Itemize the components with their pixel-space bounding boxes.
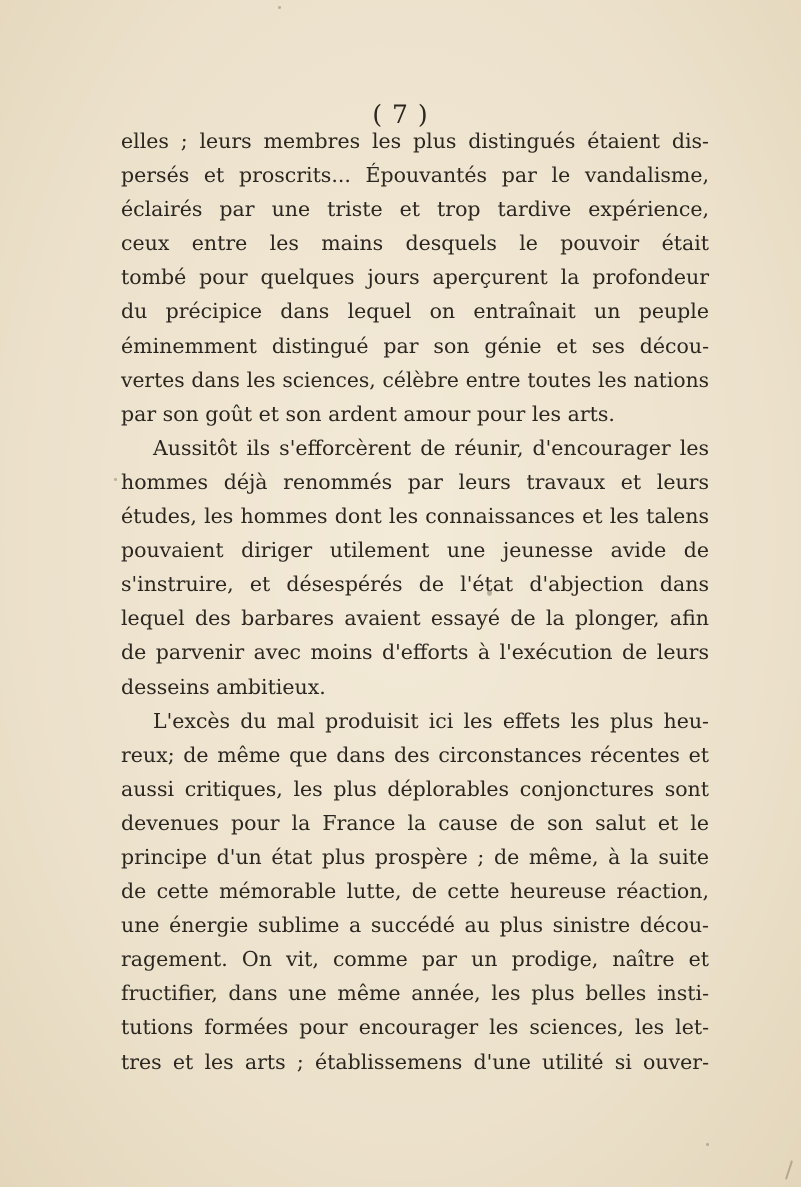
- paper-speck: [114, 478, 117, 481]
- text-line: du précipice dans lequel on entraînait un peuple: [121, 299, 709, 324]
- text-line: lequel des barbares avaient essayé de la plonger, afin: [121, 606, 709, 631]
- text-line: L'excès du mal produisit ici les effets les plus heu-: [153, 708, 709, 733]
- text-line: tutions formées pour encourager les sciences, les let-: [121, 1015, 709, 1040]
- body-text: [121, 124, 709, 1079]
- text-line: elles ; leurs membres les plus distingués étaient dis-: [121, 129, 709, 153]
- text-line: tombé pour quelques jours aperçurent la profondeur: [121, 265, 709, 290]
- page-number: ( 7 ): [372, 100, 429, 129]
- text-line: une énergie sublime a succédé au plus sinistre décou-: [121, 913, 709, 938]
- text-line: persés et proscrits... Épouvantés par le vandalisme,: [121, 163, 709, 188]
- text-line: de cette mémorable lutte, de cette heureuse réaction,: [121, 879, 709, 904]
- text-line: fructifier, dans une même année, les plus belles insti-: [121, 981, 709, 1006]
- text-line: de parvenir avec moins d'efforts à l'exécution de leurs: [121, 640, 709, 665]
- text-line: études, les hommes dont les connaissances et les talens: [121, 504, 709, 529]
- paper-speck: [785, 1160, 793, 1180]
- paper-speck: [278, 6, 281, 9]
- text-line: Aussitôt ils s'efforcèrent de réunir, d'encourager les: [153, 435, 709, 460]
- text-line: s'instruire, et désespérés de l'état d'abjection dans: [121, 572, 709, 597]
- paper-speck: [487, 590, 492, 596]
- text-line: principe d'un état plus prospère ; de même, à la suite: [121, 844, 709, 869]
- text-line: aussi critiques, les plus déplorables conjonctures sont: [121, 776, 709, 801]
- text-line: éclairés par une triste et trop tardive expérience,: [121, 197, 709, 222]
- text-line: éminemment distingué par son génie et ses décou-: [121, 333, 709, 358]
- text-line: reux; de même que dans des circonstances récentes et: [121, 742, 709, 767]
- text-line: tres et les arts ; établissemens d'une utilité si ouver-: [121, 1049, 709, 1074]
- text-line: par son goût et son ardent amour pour les arts.: [121, 401, 615, 426]
- text-line: devenues pour la France la cause de son salut et le: [121, 810, 709, 835]
- text-line: pouvaient diriger utilement une jeunesse avide de: [121, 538, 709, 563]
- text-line: ragement. On vit, comme par un prodige, naître et: [121, 947, 709, 972]
- paper-speck: [706, 1143, 709, 1146]
- text-line: ceux entre les mains desquels le pouvoir était: [121, 231, 709, 256]
- text-line: desseins ambitieux.: [121, 674, 326, 699]
- text-line: hommes déjà renommés par leurs travaux et leurs: [121, 469, 709, 494]
- text-line: vertes dans les sciences, célèbre entre toutes les nations: [121, 367, 709, 392]
